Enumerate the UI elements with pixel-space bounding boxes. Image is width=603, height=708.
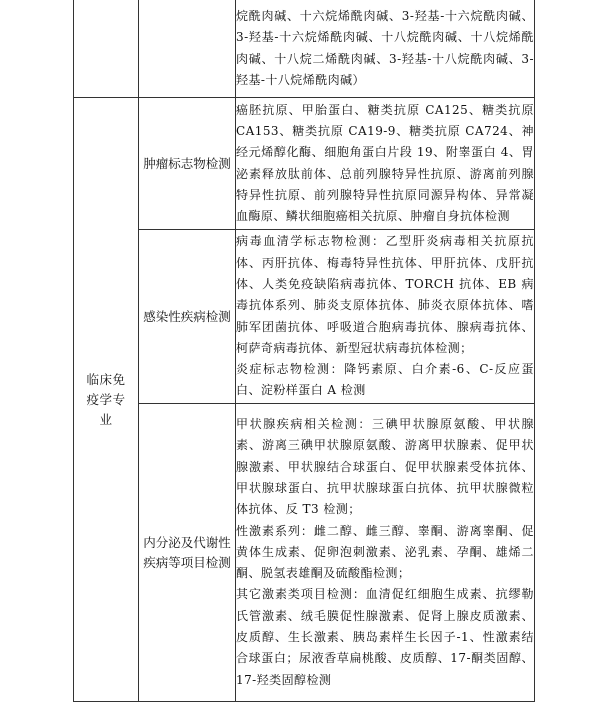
category-cell <box>139 230 236 404</box>
detail-cell <box>236 0 535 98</box>
empty-cell <box>74 0 139 98</box>
test-items-table <box>73 0 535 702</box>
infection-paragraph: 病毒血清学标志物检测：乙型肝炎病毒相关抗原抗体、丙肝抗体、梅毒特异性抗体、甲肝抗体、戊肝抗体、人类免疫缺陷病毒抗体、TORCH 抗体、EB 病毒抗体系列、肺炎支原体抗体、肺炎衣原体抗体、嗜肺军团菌抗体、呼吸道合胞病毒抗体、腺病毒抗体、柯萨奇病毒抗体、新型冠状病毒抗体检测； <box>236 234 534 355</box>
continued-text: 烷酰肉碱、十六烷烯酰肉碱、3-羟基-十六烷酰肉碱、3-羟基-十六烷烯酰肉碱、十八烷酰肉碱、十八烷烯酰肉碱、十八烷二烯酰肉碱、3-羟基-十八烷酰肉碱、3-羟基-十八烷烯酰肉碱） <box>236 8 534 87</box>
detail-cell <box>236 404 535 702</box>
endocrine-paragraph: 其它激素类项目检测：血清促红细胞生成素、抗缪勒氏管激素、绒毛膜促性腺激素、促肾上腺皮质激素、皮质醇、生长激素、胰岛素样生长因子-1、性激素结合球蛋白；尿液香草扁桃酸、皮质醇、17-酮类固醇、17-羟类固醇检测 <box>236 587 534 687</box>
category-cell <box>139 98 236 230</box>
table-row <box>74 98 535 230</box>
major-label: 临床免疫学专业 <box>86 371 126 427</box>
detail-cell <box>236 98 535 230</box>
category-cell <box>139 404 236 702</box>
category-endocrine: 内分泌及代谢性疾病等项目检测 <box>143 534 231 570</box>
table-row <box>74 0 535 98</box>
detail-cell <box>236 230 535 404</box>
endocrine-paragraph: 性激素系列：雌二醇、雌三醇、睾酮、游离睾酮、促黄体生成素、促卵泡刺激素、泌乳素、孕酮、雄烯二酮、脱氢表雄酮及硫酸酯检测； <box>236 523 534 581</box>
category-tumor: 肿瘤标志物检测 <box>143 155 231 171</box>
table-row <box>74 404 535 702</box>
endocrine-paragraph: 甲状腺疾病相关检测：三碘甲状腺原氨酸、甲状腺素、游离三碘甲状腺原氨酸、游离甲状腺素、促甲状腺激素、甲状腺结合球蛋白、促甲状腺素受体抗体、甲状腺球蛋白、抗甲状腺球蛋白抗体、抗甲状腺微粒体抗体、反 T3 检测； <box>236 417 534 517</box>
category-infection: 感染性疾病检测 <box>143 308 231 324</box>
tumor-items-text: 癌胚抗原、甲胎蛋白、糖类抗原 CA125、糖类抗原 CA153、糖类抗原 CA19-9、糖类抗原 CA724、神经元烯醇化酶、细胞角蛋白片段 19、附睾蛋白 4、胃泌素释放肽前体、总前列腺特异性抗原、游离前列腺特异性抗原、前列腺特异性抗原同源异构体、异常凝血酶原、鳞状细胞癌相关抗原、肿瘤自身抗体检测 <box>236 102 534 224</box>
major-cell <box>74 98 139 702</box>
empty-cell <box>139 0 236 98</box>
infection-paragraph: 炎症标志物检测：降钙素原、白介素-6、C-反应蛋白、淀粉样蛋白 A 检测 <box>236 362 534 398</box>
table-row <box>74 230 535 404</box>
